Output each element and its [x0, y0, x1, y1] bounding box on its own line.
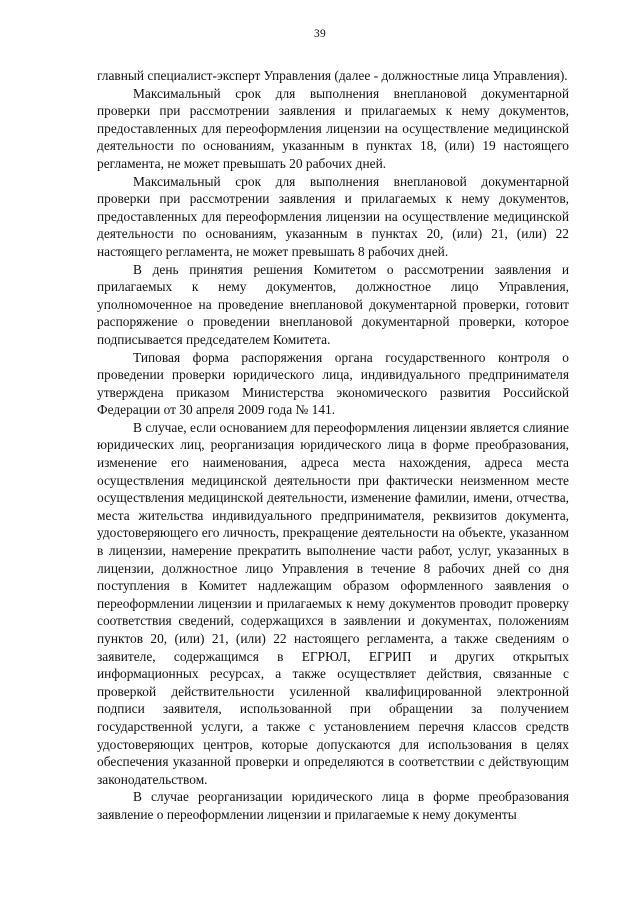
- document-body: [97, 67, 569, 824]
- page-number: 39: [314, 28, 326, 40]
- paragraph-max-term-8-days: Максимальный срок для выполнения внеплановой документарной проверки при рассмотрении заявления и прилагаемых к нему документов, предоставленных для переоформления лицензии на осуществление медицинской деятельности по основаниям, указанным в пунктах 20, (или) 21, (или) 22 настоящего регламента, не может превышать 8 рабочих дней.: [97, 173, 569, 259]
- paragraph-reorganization: В случае реорганизации юридического лица в форме преобразования заявление о переоформлении лицензии и прилагаемые к нему документы: [97, 789, 569, 822]
- paragraph-max-term-20-days: Максимальный срок для выполнения внеплановой документарной проверки при рассмотрении заявления и прилагаемых к нему документов, предоставленных для переоформления лицензии на осуществление медицинской деятельности по основаниям, указанным в пунктах 18, (или) 19 настоящего регламента, не может превышать 20 рабочих дней.: [97, 85, 569, 171]
- paragraph-order-preparation: В день принятия решения Комитетом о рассмотрении заявления и прилагаемых к нему документов, должностное лицо Управления, уполномоченное на проведение внеплановой документарной проверки, готовит распоряжение о проведении внеплановой документарной проверки, которое подписывается председателем Комитета.: [97, 261, 569, 347]
- paragraph-standard-form: Типовая форма распоряжения органа государственного контроля о проведении проверки юридического лица, индивидуального предпринимателя утверждена приказом Министерства экономического развития Российской Федерации от 30 апреля 2009 года № 141.: [97, 349, 569, 418]
- paragraph-grounds-for-reissue: В случае, если основанием для переоформления лицензии является слияние юридических лиц, реорганизация юридического лица в форме преобразования, изменение его наименования, адреса места нахождения, адреса места осуществления медицинской деятельности при фактически неизменном месте осуществления медицинской деятельности, изменение фамилии, имени, отчества, места жительства индивидуального предпринимателя, реквизитов документа, удостоверяющего его личность, прекращение деятельности на объекте, указанном в лицензии, намерение прекратить выполнение части работ, услуг, указанных в лицензии, должностное лицо Управления в течение 8 рабочих дней со дня поступления в Комитет надлежащим образом оформленного заявления о переоформлении лицензии и прилагаемых к нему документов проводит проверку соответствия сведений, содержащихся в заявлении и документах, положениям пунктов 20, (или) 21, (или) 22 настоящего регламента, а также сведениям о заявителе, содержащимся в ЕГРЮЛ, ЕГРИП и других открытых информационных ресурсах, а также осуществляет действия, связанные с проверкой действительности усиленной квалифицированной электронной подписи заявителя, использованной при обращении за получением государственной услуги, а также с установлением перечня классов средств удостоверяющих центров, которые допускаются для использования в целях обеспечения указанной проверки и определяются в соответствии с действующим законодательством.: [97, 419, 569, 787]
- paragraph-continuation: главный специалист-эксперт Управления (далее - должностные лица Управления).: [97, 68, 568, 83]
